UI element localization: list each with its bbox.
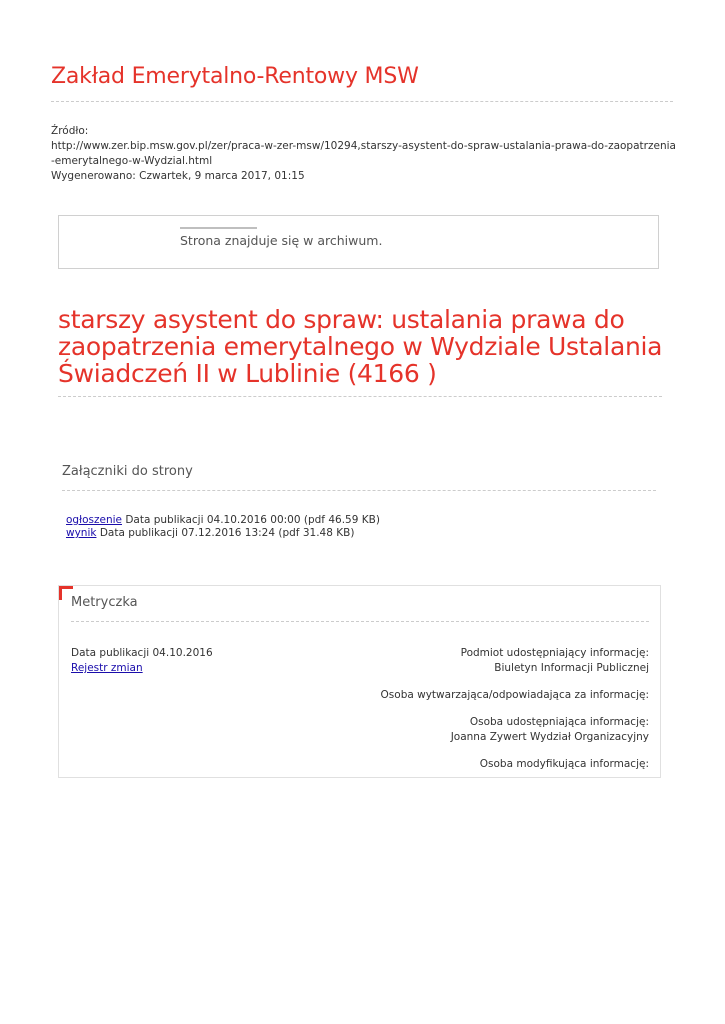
producer-group [329,688,649,703]
attachment-link-wynik[interactable]: wynik [66,527,97,539]
metryczka-divider [71,621,649,622]
attachment-info: Data publikacji 07.12.2016 13:24 (pdf 31.48 KB) [99,527,355,539]
attachment-link-ogloszenie[interactable]: ogłoszenie [66,514,122,526]
source-url: http://www.zer.bip.msw.gov.pl/zer/praca-w-zer-msw/10294,starszy-asystent-do-spraw-ustalania-prawa-do-zaopatrzenia-emerytalnego-w-Wydzial.html [51,140,676,167]
attachments-list [66,514,380,540]
archive-notice [58,215,659,269]
org-title: Zakład Emerytalno-Rentowy MSW [51,64,419,89]
publisher-group [329,715,649,745]
entity-label: Podmiot udostępniający informację: [460,647,649,659]
header-divider [51,101,673,102]
modifier-group [329,757,649,772]
changes-register-link[interactable]: Rejestr zmian [71,662,143,674]
metryczka-left [71,646,213,676]
modifier-label: Osoba modyfikująca informację: [479,758,649,770]
publication-date: Data publikacji 04.10.2016 [71,647,213,659]
source-meta [51,124,676,184]
metryczka-heading: Metryczka [71,595,138,610]
archive-message: Strona znajduje się w archiwum. [180,233,383,248]
attachments-heading: Załączniki do strony [62,464,193,479]
entity-value: Biuletyn Informacji Publicznej [494,662,649,674]
title-divider [58,396,662,397]
source-label: Źródło: [51,125,89,137]
archive-bar [180,227,257,229]
publisher-label: Osoba udostępniająca informację: [469,716,649,728]
attachment-info: Data publikacji 04.10.2016 00:00 (pdf 46.59 KB) [125,514,380,526]
metryczka-right [329,646,649,784]
generated-date: Wygenerowano: Czwartek, 9 marca 2017, 01:15 [51,170,305,182]
attachment-item [66,527,380,540]
attachment-item [66,514,380,527]
producer-label: Osoba wytwarzająca/odpowiadająca za informację: [380,689,649,701]
attachments-divider [62,490,656,491]
publisher-value: Joanna Zywert Wydział Organizacyjny [450,731,649,743]
entity-group [329,646,649,676]
page-title: starszy asystent do spraw: ustalania prawa do zaopatrzenia emerytalnego w Wydziale Ustalania Świadczeń II w Lublinie (4166 ) [58,305,663,388]
